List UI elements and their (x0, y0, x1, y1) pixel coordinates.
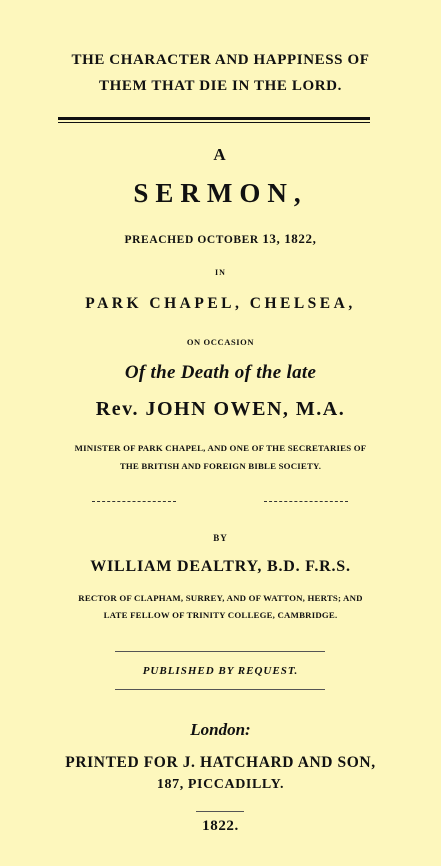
divider-top (115, 651, 325, 652)
by-word: BY (213, 533, 228, 543)
double-rule-thick (58, 117, 370, 120)
preached-date (0, 231, 441, 247)
occasion-line: ON OCCASION (186, 337, 255, 347)
year-rule (196, 811, 244, 812)
title-line-1: THE CHARACTER AND HAPPINESS OF (71, 52, 370, 68)
imprint-address: 187, PICCADILLY. (156, 777, 285, 792)
article-a: A (213, 145, 228, 164)
death-line: Of the Death of the late (124, 362, 317, 383)
deceased-name (0, 398, 441, 421)
published-note: PUBLISHED BY REQUEST. (142, 665, 299, 677)
title-line-2: THEM THAT DIE IN THE LORD. (99, 78, 342, 94)
deceased-desc-line-1: MINISTER OF PARK CHAPEL, AND ONE OF THE SECRETARIES OF (74, 443, 367, 453)
double-rule-thin (58, 122, 370, 123)
divider-bottom (115, 689, 325, 690)
author-name: WILLIAM DEALTRY, B.D. F.R.S. (90, 558, 351, 575)
deceased-full-name: . JOHN OWEN, M.A. (132, 398, 346, 420)
publication-year: 1822. (202, 818, 239, 834)
rev-prefix: Rev (95, 398, 133, 420)
deceased-desc-line-2: THE BRITISH AND FOREIGN BIBLE SOCIETY. (119, 461, 322, 471)
preached-date-value: 13, 1822, (262, 231, 317, 246)
chapel-name: PARK CHAPEL, CHELSEA, (85, 295, 356, 312)
imprint-printer: PRINTED FOR J. HATCHARD AND SON, (65, 754, 376, 771)
ornament-dash-left (92, 501, 176, 502)
author-desc-line-1: RECTOR OF CLAPHAM, SURREY, AND OF WATTON, HERTS; AND (78, 593, 363, 603)
author-desc-line-2: LATE FELLOW OF TRINITY COLLEGE, CAMBRIDGE. (103, 610, 338, 620)
imprint-city: London: (190, 720, 251, 739)
ornament-dash-right (264, 501, 348, 502)
in-word: IN (215, 268, 226, 277)
preached-prefix: PREACHED OCTOBER (124, 234, 263, 246)
sermon-heading: SERMON, (133, 178, 308, 208)
